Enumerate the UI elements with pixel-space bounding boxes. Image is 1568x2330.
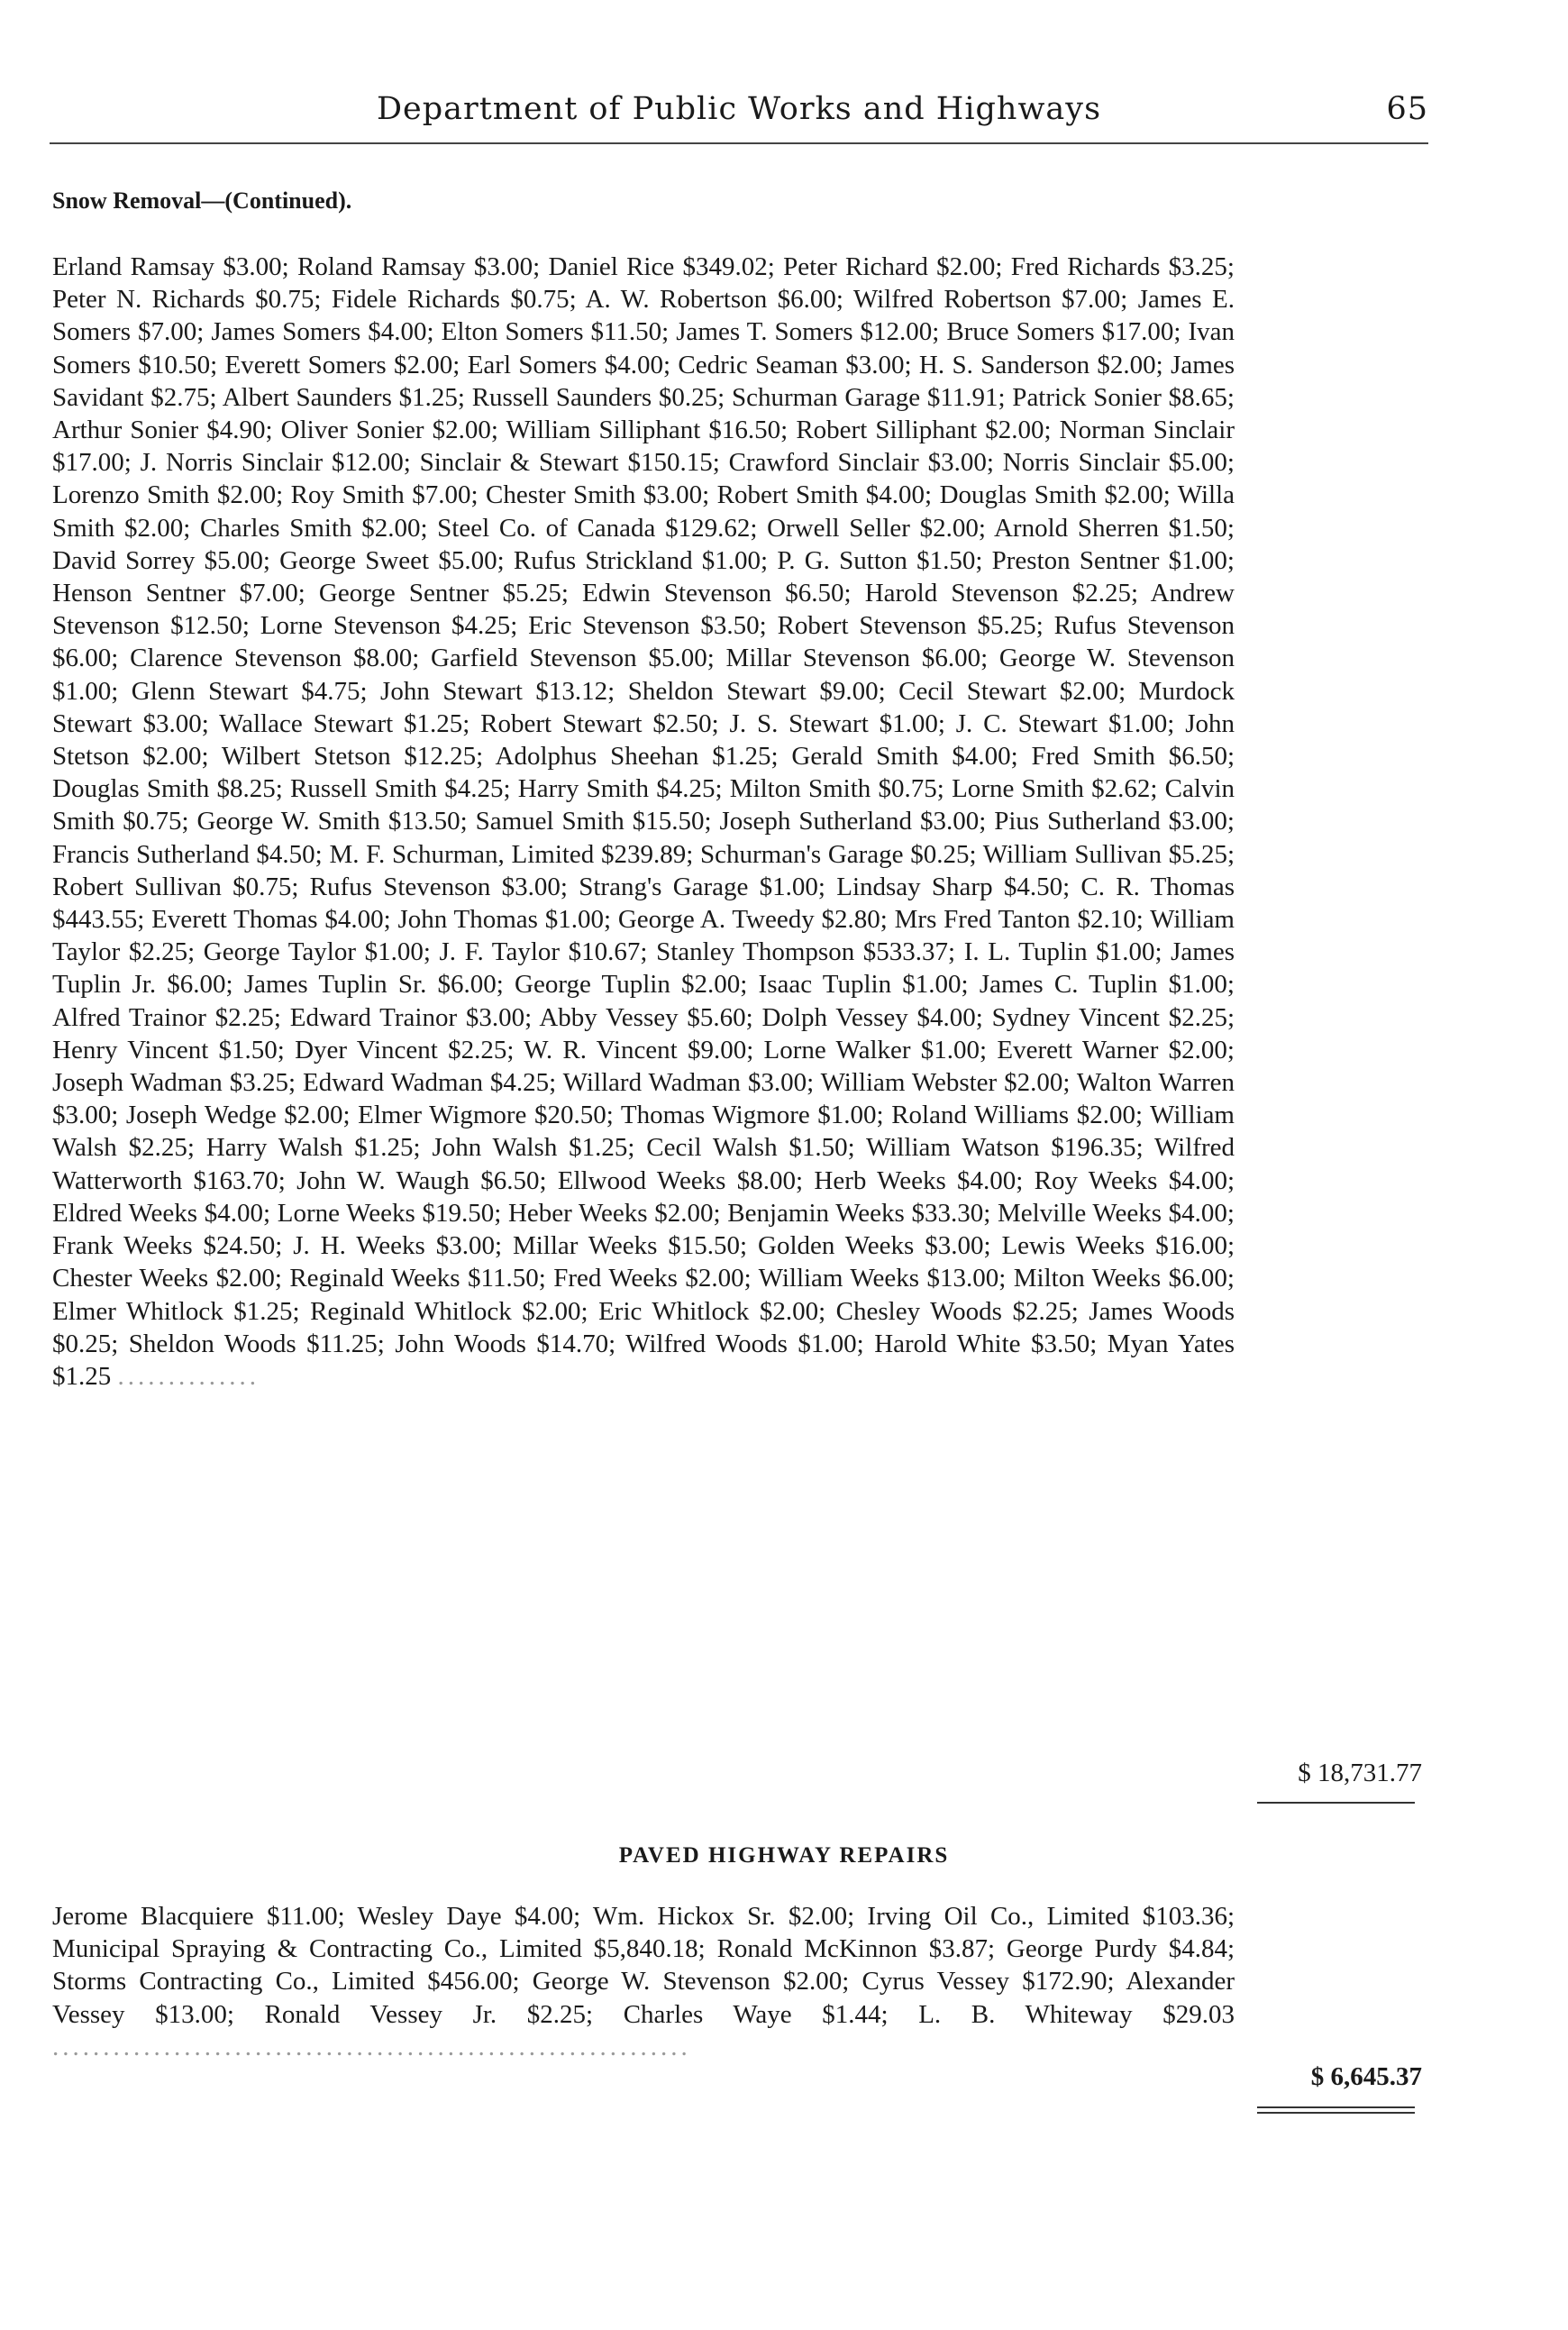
running-header: [50, 86, 1428, 132]
total-rule: [1257, 2112, 1415, 2114]
paved-highway-paragraph: [52, 1900, 1235, 2063]
header-rule: [50, 142, 1428, 144]
snow-removal-total: $ 18,731.77: [1298, 1759, 1422, 1787]
section-heading-paved-highway-repairs: PAVED HIGHWAY REPAIRS: [618, 1843, 950, 1868]
total-rule: [1257, 1802, 1415, 1804]
page-number: 65: [1386, 91, 1428, 127]
section-heading-snow-removal: Snow Removal—(Continued).: [52, 187, 352, 214]
total-rule: [1257, 2106, 1415, 2108]
page-title: Department of Public Works and Highways: [376, 91, 1102, 127]
paved-highway-total: $ 6,645.37: [1310, 2062, 1422, 2091]
dot-leader: ..............: [117, 1361, 260, 1391]
snow-removal-paragraph: [52, 251, 1235, 1393]
paved-highway-text: Jerome Blacquiere $11.00; Wesley Daye $4.00; Wm. Hickox Sr. $2.00; Irving Oil Co., Limited $103.36; Municipal Spraying & Contracting Co., Limited $5,840.18; Ronald McKinnon $3.87; George Purdy $4.84; Storms Contracting Co., Limited $456.00; George W. Stevenson $2.00; Cyrus Vessey $172.90; Alexander Vessey $13.00; Ronald Vessey Jr. $2.25; Charles Waye $1.44; L. B. Whiteway $29.03: [52, 1902, 1235, 2029]
snow-removal-text: Erland Ramsay $3.00; Roland Ramsay $3.00; Daniel Rice $349.02; Peter Richard $2.00; Fred Richards $3.25; Peter N. Richards $0.75; Fidele Richards $0.75; A. W. Robertson $6.00; Wilfred Robertson $7.00; James E. Somers $7.00; James Somers $4.00; Elton Somers $11.50; James T. Somers $12.00; Bruce Somers $17.00; Ivan Somers $10.50; Everett Somers $2.00; Earl Somers $4.00; Cedric Seaman $3.00; H. S. Sanderson $2.00; James Savidant $2.75; Albert Saunders $1.25; Russell Saunders $0.25; Schurman Garage $11.91; Patrick Sonier $8.65; Arthur Sonier $4.90; Oliver Sonier $2.00; William Silliphant $16.50; Robert Silliphant $2.00; Norman Sinclair $17.00; J. Norris Sinclair $12.00; Sinclair & Stewart $150.15; Crawford Sinclair $3.00; Norris Sinclair $5.00; Lorenzo Smith $2.00; Roy Smith $7.00; Chester Smith $3.00; Robert Smith $4.00; Douglas Smith $2.00; Willa Smith $2.00; Charles Smith $2.00; Steel Co. of Canada $129.62; Orwell Seller $2.00; Arnold Sherren $1.50; David Sorrey $5.00; George Sweet $5.00; Rufus Strickland $1.00; P. G. Sutton $1.50; Preston Sentner $1.00; Henson Sentner $7.00; George Sentner $5.25; Edwin Stevenson $6.50; Harold Stevenson $2.25; Andrew Stevenson $12.50; Lorne Stevenson $4.25; Eric Stevenson $3.50; Robert Stevenson $5.25; Rufus Stevenson $6.00; Clarence Stevenson $8.00; Garfield Stevenson $5.00; Millar Stevenson $6.00; George W. Stevenson $1.00; Glenn Stewart $4.75; John Stewart $13.12; Sheldon Stewart $9.00; Cecil Stewart $2.00; Murdock Stewart $3.00; Wallace Stewart $1.25; Robert Stewart $2.50; J. S. Stewart $1.00; J. C. Stewart $1.00; John Stetson $2.00; Wilbert Stetson $12.25; Adolphus Sheehan $1.25; Gerald Smith $4.00; Fred Smith $6.50; Douglas Smith $8.25; Russell Smith $4.25; Harry Smith $4.25; Milton Smith $0.75; Lorne Smith $2.62; Calvin Smith $0.75; George W. Smith $13.50; Samuel Smith $15.50; Joseph Sutherland $3.00; Pius Sutherland $3.00; Francis Sutherland $4.50; M. F. Schurman, Limited $239.89; Schurman's Garage $0.25; William Sullivan $5.25; Robert Sullivan $0.75; Rufus Stevenson $3.00; Strang's Garage $1.00; Lindsay Sharp $4.50; C. R. Thomas $443.55; Everett Thomas $4.00; John Thomas $1.00; George A. Tweedy $2.80; Mrs Fred Tanton $2.10; William Taylor $2.25; George Taylor $1.00; J. F. Taylor $10.67; Stanley Thompson $533.37; I. L. Tuplin $1.00; James Tuplin Jr. $6.00; James Tuplin Sr. $6.00; George Tuplin $2.00; Isaac Tuplin $1.00; James C. Tuplin $1.00; Alfred Trainor $2.25; Edward Trainor $3.00; Abby Vessey $5.60; Dolph Vessey $4.00; Sydney Vincent $2.25; Henry Vincent $1.50; Dyer Vincent $2.25; W. R. Vincent $9.00; Lorne Walker $1.00; Everett Warner $2.00; Joseph Wadman $3.25; Edward Wadman $4.25; Willard Wadman $3.00; William Webster $2.00; Walton Warren $3.00; Joseph Wedge $2.00; Elmer Wigmore $20.50; Thomas Wigmore $1.00; Roland Williams $2.00; William Walsh $2.25; Harry Walsh $1.25; John Walsh $1.25; Cecil Walsh $1.50; William Watson $196.35; Wilfred Watterworth $163.70; John W. Waugh $6.50; Ellwood Weeks $8.00; Herb Weeks $4.00; Roy Weeks $4.00; Eldred Weeks $4.00; Lorne Weeks $19.50; Heber Weeks $2.00; Benjamin Weeks $33.30; Melville Weeks $4.00; Frank Weeks $24.50; J. H. Weeks $3.00; Millar Weeks $15.50; Golden Weeks $3.00; Lewis Weeks $16.00; Chester Weeks $2.00; Reginald Weeks $11.50; Fred Weeks $2.00; William Weeks $13.00; Milton Weeks $6.00; Elmer Whitlock $1.25; Reginald Whitlock $2.00; Eric Whitlock $2.00; Chesley Woods $2.25; James Woods $0.25; Sheldon Woods $11.25; John Woods $14.70; Wilfred Woods $1.00; Harold White $3.50; Myan Yates $1.25: [52, 252, 1235, 1391]
dot-leader: ...............................................................: [52, 2032, 691, 2061]
